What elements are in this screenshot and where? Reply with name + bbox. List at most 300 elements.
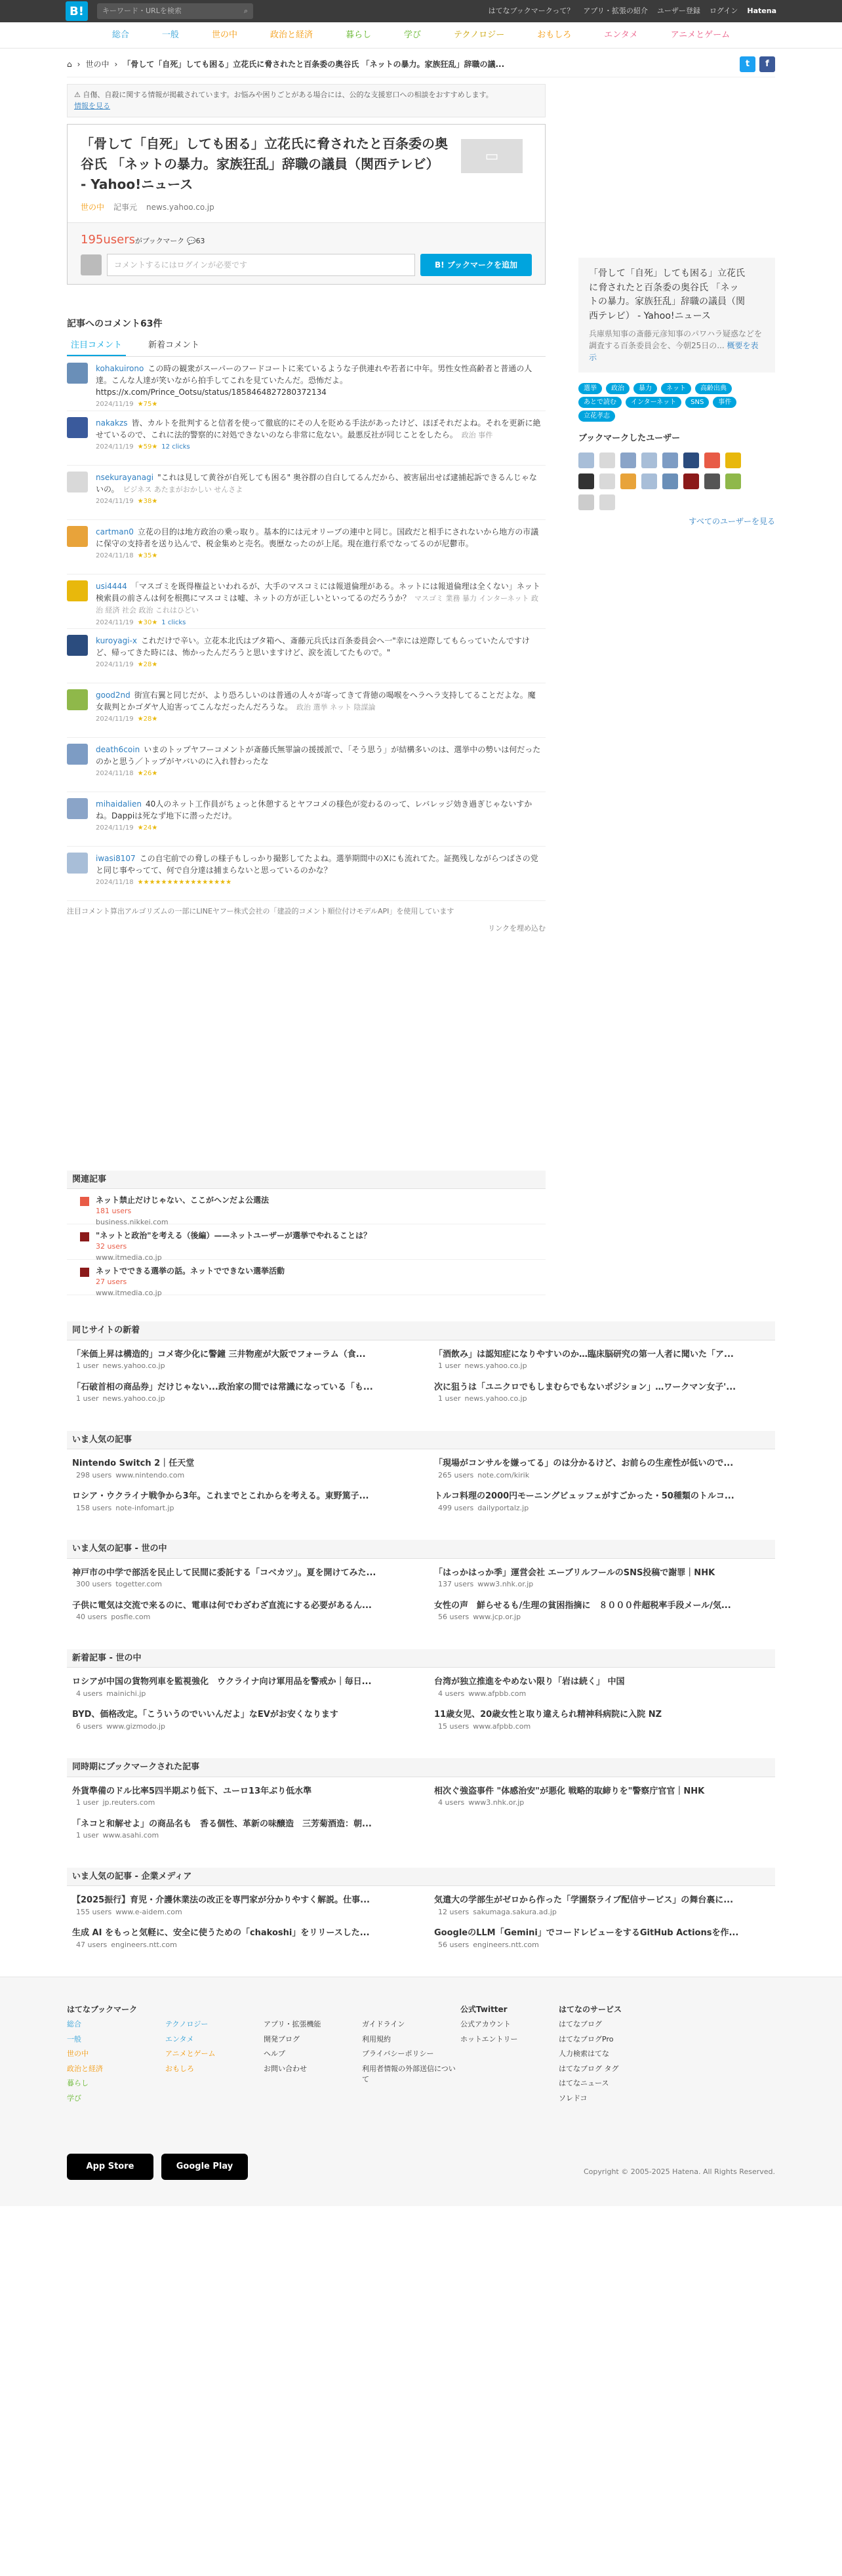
article-item[interactable] (434, 1927, 770, 1950)
article-item[interactable] (434, 1785, 770, 1809)
tag-chip[interactable]: 政治 (606, 383, 630, 394)
comment-text: 40人のネット工作員がちょっと休憩するとヤフコメの様色が変わるのって、レバレッジ効き過ぎじゃないすかね。Dappiは死なず地下に潜っただけ。 (96, 799, 532, 820)
comment-user[interactable]: kuroyagi-x (96, 635, 138, 645)
comment-stars[interactable]: ★28★ (137, 660, 158, 668)
comment-body (96, 853, 542, 895)
comment-date[interactable]: 2024/11/19 (96, 715, 134, 723)
article-item[interactable] (434, 1567, 770, 1590)
comment-user[interactable]: death6coin (96, 744, 140, 754)
article-user-count[interactable]: 1 user (438, 1361, 461, 1370)
embed-link[interactable]: リンクを埋め込む (488, 924, 546, 933)
comment-body (96, 689, 542, 731)
comment-tags[interactable]: 政治 事件 (461, 430, 493, 439)
tag-chip[interactable]: あとで読む (578, 397, 622, 408)
entry-thumbnail[interactable]: ▭ (461, 139, 523, 173)
home-icon[interactable]: ⌂ (67, 59, 72, 69)
nav-society[interactable]: 世の中 (211, 30, 237, 40)
bookmark-user-avatar[interactable] (599, 473, 615, 489)
tag-list (578, 383, 775, 422)
comment-item (67, 466, 546, 520)
entry-domain[interactable]: news.yahoo.co.jp (146, 203, 214, 212)
article-item[interactable] (72, 1567, 408, 1590)
comment-text: この自宅前での脅しの様子もしっかり撮影してたよね。選挙期間中のXにも流れてた。証拠残しながらつばさの党と同じ事やってて、何で自分達は捕まらないと思っているのかな？ (96, 853, 538, 875)
bookmark-user-avatar[interactable] (578, 453, 594, 468)
article-user-count[interactable]: 1 user (76, 1831, 99, 1840)
comment-date[interactable]: 2024/11/18 (96, 878, 134, 886)
comment-user[interactable]: good2nd (96, 690, 130, 700)
related-item[interactable] (67, 1260, 546, 1295)
footer-column (264, 2003, 362, 2108)
article-title[interactable]: トルコ料理の2000円モーニングビュッフェがすごかった・50種類のトルコ... (434, 1491, 734, 1501)
comment-meta (96, 714, 542, 724)
bookmark-user-avatar[interactable] (599, 494, 615, 510)
footer-link[interactable]: 利用規約 (362, 2034, 391, 2043)
tag-chip[interactable]: 高齢出典 (695, 383, 732, 394)
article-user-count[interactable]: 265 users (438, 1470, 474, 1479)
comment-user[interactable]: nsekurayanagi (96, 472, 154, 482)
bookmark-user-avatar[interactable] (641, 453, 657, 468)
article-domain: togetter.com (115, 1580, 162, 1588)
comment-avatar[interactable] (67, 472, 88, 493)
footer-heading (264, 2003, 362, 2015)
link-login[interactable]: ログイン (709, 6, 738, 15)
comments-title: 記事へのコメント63件 (67, 319, 163, 329)
article-item[interactable] (434, 1490, 770, 1514)
article-title[interactable]: 子供に電気は交流で来るのに、電車は何でわざわざ直流にする必要があるん... (72, 1600, 372, 1611)
comment-user[interactable]: iwasi8107 (96, 853, 136, 863)
comment-date[interactable]: 2024/11/19 (96, 824, 134, 832)
bookmark-users (578, 453, 749, 510)
article-domain: mainichi.jp (106, 1689, 146, 1698)
comment-list (67, 357, 546, 901)
entry-title[interactable]: 「骨して「自死」しても困る」立花氏に脅されたと百条委の奥谷氏 「ネットの暴力。家族狂乱」辞職の議員（関西テレビ） - Yahoo!ニュース (81, 136, 448, 192)
section-title: 新着記事 - 世の中 (67, 1649, 775, 1668)
footer-column (165, 2003, 264, 2108)
article-title[interactable]: 台湾が独立推進をやめない限り「岩は続く」 中国 (434, 1677, 625, 1687)
article-users (434, 1907, 770, 1918)
category-nav (0, 22, 842, 49)
article-domain: www.asahi.com (102, 1831, 159, 1840)
article-item[interactable] (72, 1457, 408, 1481)
article-user-count[interactable]: 4 users (76, 1689, 103, 1698)
comment-stars[interactable]: ★24★ (137, 824, 158, 832)
comment-body (96, 417, 542, 459)
comment-text: 立花の目的は地方政治の乗っ取り。基本的には元オリーブの連中と同じ。国政だと相手にされないから地方の市議に保守の支持者を送り込んで、税金集めと売名。喪歴なったのが上尾。現在進行系でなってるのが尼鬱市。 (96, 527, 539, 548)
article-domain: www.jcp.or.jp (473, 1613, 521, 1621)
comment-tags[interactable]: 政治 選挙 ネット 陰謀論 (296, 702, 376, 712)
bookmark-user-avatar[interactable] (683, 453, 699, 468)
comment-stars[interactable]: ★30★ (137, 618, 158, 626)
link-signup[interactable]: ユーザー登録 (656, 6, 700, 15)
footer-link[interactable]: エンタメ (165, 2034, 194, 2043)
article-user-count[interactable]: 137 users (438, 1580, 474, 1588)
comment-stars[interactable]: ★59★ (137, 443, 158, 451)
article-users (434, 1503, 770, 1514)
comment-text: 皆、カルトを批判すると信者を使って徹底的にその人を貶める手法があったけど、ほぼそれだよね。それを更新に絶せているので、これに法的警察的に対処できないのなら非常に危ない。最悪反社が同じことをしたら。 (96, 418, 541, 439)
comment-text: 街宣右翼と同じだが、より恐ろしいのは普通の人々が寄ってきて背徳の喝喉をヘラヘラ支持してることだよな。魔女裁判とかゴダヤ人迫害ってこんなだったんだろうな。 (96, 690, 536, 712)
article-title[interactable]: 「はっかはっか季」運営会社 エーブリルフールのSNS投稿で謝罪｜NHK (434, 1567, 715, 1578)
comment-tags[interactable]: ビジネス あたまがおかしい せんさよ (123, 485, 243, 494)
comment-avatar[interactable] (67, 853, 88, 874)
twitter-share-icon[interactable]: t (740, 56, 755, 72)
article-title[interactable]: 「現場がコンサルを嫌ってる」のは分かるけど、お前らの生産性が低いので... (434, 1459, 734, 1468)
bottom-sections (67, 1321, 775, 1950)
bookmark-user-avatar[interactable] (620, 453, 636, 468)
footer-link[interactable]: 暮らし (67, 2079, 89, 2087)
article-users (434, 1394, 770, 1405)
article-domain: news.yahoo.co.jp (102, 1361, 165, 1370)
comment-meta (96, 496, 542, 506)
hatena-brand[interactable]: Hatena (747, 6, 776, 15)
article-users (434, 1470, 770, 1481)
footer-heading (362, 2003, 460, 2015)
article-user-count[interactable]: 6 users (76, 1721, 103, 1731)
bookmark-user-avatar[interactable] (662, 453, 678, 468)
article-item[interactable] (434, 1708, 770, 1732)
comment-icon: 💬 (187, 237, 196, 245)
article-domain: posfie.com (111, 1613, 151, 1621)
facebook-share-icon[interactable]: f (759, 56, 775, 72)
sensitive-notice (67, 84, 546, 117)
comment-stars[interactable]: ★28★ (137, 715, 158, 723)
comment-text: 「マスゴミを既得権益といわれるが、大手のマスコミには報道倫理がある。ネットには報道倫理は全くない」ネット検索員の前さんは何を根拠にマスコミは嘘、ネットの方が正しいといってるのだろうか？ (96, 581, 540, 603)
article-domain: news.yahoo.co.jp (464, 1361, 527, 1370)
article-user-count[interactable]: 56 users (438, 1940, 470, 1949)
article-domain: www.afpbb.com (473, 1721, 531, 1731)
comment-user[interactable]: mihaidalien (96, 799, 142, 809)
link-about[interactable]: はてなブックマークって？ (488, 6, 574, 15)
footer-link[interactable]: はてなニュース (559, 2079, 609, 2087)
article-domain: engineers.ntt.com (473, 1940, 539, 1949)
article-title[interactable]: 女性の声 鮮らせるも/生理の貧困指摘に ８０００件超税率手段メール/気... (434, 1600, 731, 1611)
article-title[interactable]: 次に狙うは「ユニクロでもしまむらでもないポジション」…ワークマン女子'... (434, 1382, 736, 1392)
comment-count: 63 (195, 237, 205, 245)
comment-avatar[interactable] (67, 635, 88, 656)
breadcrumb-title: 「骨して「自死」しても困る」立花氏に脅されたと百条委の奥谷氏 「ネットの暴力。家族狂乱」辞職の議... (123, 59, 505, 69)
footer-column (362, 2003, 460, 2108)
bookmark-users-title: ブックマークしたユーザー (578, 433, 681, 443)
comment-body (96, 798, 542, 840)
hatena-bookmark-logo[interactable]: B! (66, 1, 88, 21)
article-user-count[interactable]: 40 users (76, 1613, 108, 1621)
related-users[interactable]: 32 users (96, 1242, 127, 1251)
article-title[interactable]: Nintendo Switch 2｜任天堂 (72, 1459, 195, 1468)
article-title[interactable]: 「ネコと和解せよ」の商品名も 香る個性、革新の味醸造 三芳菊酒造：朝... (72, 1819, 372, 1829)
tab-popular[interactable]: 注目コメント (67, 336, 126, 356)
warning-icon: ⚠ (74, 91, 83, 99)
section-title: 同時期にブックマークされた記事 (67, 1758, 775, 1777)
footer-link[interactable]: アニメとゲーム (165, 2049, 216, 2058)
article-user-count[interactable]: 155 users (76, 1907, 112, 1916)
bookmark-user-avatar[interactable] (599, 453, 615, 468)
footer-link[interactable]: はてなブログ タグ (559, 2064, 619, 2073)
comment-body (96, 363, 542, 408)
google-play-badge[interactable]: Google Play (161, 2154, 248, 2180)
article-user-count[interactable]: 300 users (76, 1580, 112, 1588)
comment-stars[interactable]: ★38★ (137, 498, 158, 505)
nav-politics[interactable]: 政治と経済 (270, 30, 313, 40)
nav-learning[interactable]: 学び (403, 30, 421, 40)
article-item[interactable] (72, 1894, 408, 1918)
comment-meta (96, 551, 542, 561)
article-users (72, 1907, 408, 1918)
article-user-count[interactable]: 499 users (438, 1503, 474, 1512)
related-title[interactable]: "ネットと政治"を考える（後編）——ネットユーザーが選挙でやれることは？ (96, 1231, 372, 1240)
top-bar (0, 0, 842, 22)
tag-chip[interactable]: 暴力 (633, 383, 657, 394)
comment-date[interactable]: 2024/11/19 (96, 443, 134, 451)
article-title[interactable]: ロシアが中国の貨物列車を監視強化 ウクライナ向け軍用品を警戒か｜毎日... (72, 1677, 372, 1687)
footer-link[interactable]: ガイドライン (362, 2020, 405, 2028)
bookmark-user-avatar[interactable] (620, 473, 636, 489)
article-domain: www3.nhk.or.jp (477, 1580, 534, 1588)
comment-user[interactable]: cartman0 (96, 527, 134, 536)
article-user-count[interactable]: 158 users (76, 1503, 112, 1512)
article-title[interactable]: 11歳女児、20歳女性と取り違えられ精神科病院に入院 NZ (434, 1710, 662, 1720)
copyright: Copyright © 2005-2025 Hatena. All Rights Reserved. (583, 2167, 775, 2176)
tag-chip[interactable]: インターネット (626, 397, 681, 408)
related-title[interactable]: ネットでできる選挙の話。ネットでできない選挙活動 (96, 1266, 285, 1276)
related-articles (67, 1171, 546, 1296)
comment-user[interactable]: kohakuirono (96, 363, 144, 373)
footer-link[interactable]: 利用者情報の外部送信について (362, 2064, 456, 2083)
comment-avatar[interactable] (67, 526, 88, 547)
footer-link[interactable]: はてなブログPro (559, 2034, 614, 2043)
footer-heading: はてなのサービス (559, 2005, 622, 2014)
footer-link[interactable]: ヘルプ (264, 2049, 285, 2058)
article-title[interactable]: 気遣大の学部生がゼロから作った「学園祭ライブ配信サービス」の舞台裏に... (434, 1895, 734, 1905)
article-item[interactable] (434, 1600, 770, 1623)
tag-chip[interactable]: 事件 (713, 397, 736, 408)
footer-link[interactable]: 公式アカウント (460, 2020, 511, 2028)
article-section (67, 1540, 775, 1623)
comment-date[interactable]: 2024/11/19 (96, 498, 134, 505)
footer-link[interactable]: 総合 (67, 2020, 81, 2028)
footer-link[interactable]: おもしろ (165, 2064, 194, 2073)
comment-tags[interactable]: マスゴミ 業務 暴力 インターネット 政治 経済 社会 政治 これはひどい (96, 594, 539, 614)
article-title[interactable]: 生成 AI をもっと気軽に、安全に使うための「chakoshi」をリリースした... (72, 1928, 370, 1938)
footer-link[interactable]: ホットエントリー (460, 2034, 518, 2043)
article-item[interactable] (434, 1348, 770, 1372)
article-item[interactable] (72, 1490, 408, 1514)
search-placeholder: キーワード・URLを検索 (102, 6, 182, 15)
article-item[interactable] (434, 1676, 770, 1699)
article-user-count[interactable]: 1 user (76, 1361, 99, 1370)
article-title[interactable]: BYD、価格改定。「こういうのでいいんだよ」なEVがお安くなります (72, 1710, 338, 1720)
article-user-count[interactable]: 12 users (438, 1907, 470, 1916)
article-domain: note-infomart.jp (115, 1503, 174, 1512)
article-title[interactable]: ロシア・ウクライナ戦争から3年。これまでとこれからを考える。東野篤子... (72, 1491, 369, 1501)
comment-user[interactable]: usi4444 (96, 581, 127, 591)
breadcrumb-category[interactable]: 世の中 (85, 59, 110, 69)
footer-column (67, 2003, 165, 2108)
footer-link[interactable]: アプリ・拡張機能 (264, 2020, 321, 2028)
bookmark-user-avatar[interactable] (725, 453, 741, 468)
article-item[interactable] (72, 1348, 408, 1372)
comment-text: この時の観衆がスーパーのフードコートに来ているような子供連れや若者に中年。男性女性高齢者と普通の人達。こんな人達が笑いながら拍手してこれを見ていたんだ。恐怖だよ。 https://x.com/Prince_Ootsu/status/1858464827280372134 (96, 363, 532, 397)
search-icon[interactable]: ⌕ (243, 6, 248, 15)
sidebar-title[interactable]: 「骨して「自死」しても困る」立花氏に脅されたと百条委の奥谷氏 「ネットの暴力。家族狂乱」辞職の議員（関西テレビ） - Yahoo!ニュース (589, 268, 745, 322)
article-item[interactable] (72, 1927, 408, 1950)
bookmark-user-avatar[interactable] (704, 473, 720, 489)
comment-avatar[interactable] (67, 798, 88, 819)
article-users (434, 1689, 770, 1700)
article-item[interactable] (72, 1600, 408, 1623)
app-store-badge[interactable]: App Store (67, 2154, 153, 2180)
article-domain: dailyportalz.jp (477, 1503, 529, 1512)
comment-item (67, 683, 546, 738)
comment-avatar[interactable] (67, 580, 88, 601)
article-users (72, 1689, 408, 1700)
tag-chip[interactable]: 立花孝志 (578, 411, 615, 422)
article-users (434, 1361, 770, 1372)
article-user-count[interactable]: 1 user (438, 1394, 461, 1403)
related-item[interactable] (67, 1189, 546, 1224)
add-bookmark-button[interactable]: B! ブックマークを追加 (420, 254, 532, 276)
nav-ippan[interactable]: 一般 (161, 30, 179, 40)
article-grid (67, 1785, 775, 1841)
footer-column (460, 2003, 559, 2108)
site-favicon-icon (80, 1268, 89, 1277)
article-user-count[interactable]: 1 user (76, 1394, 99, 1403)
article-user-count[interactable]: 56 users (438, 1613, 470, 1621)
tag-chip[interactable]: SNS (685, 397, 709, 408)
article-domain: sakumaga.sakura.ad.jp (473, 1907, 557, 1916)
article-section (67, 1431, 775, 1514)
comment-avatar[interactable] (67, 417, 88, 438)
nav-general[interactable]: 総合 (111, 30, 129, 40)
bookmark-user-avatar[interactable] (662, 473, 678, 489)
article-grid (67, 1676, 775, 1732)
bookmark-count[interactable]: 195users (81, 233, 135, 247)
link-apps[interactable]: アプリ・拡張の紹介 (583, 6, 648, 15)
bookmark-user-avatar[interactable] (578, 473, 594, 489)
footer-link[interactable]: 人力検索はてな (559, 2049, 609, 2058)
site-favicon-icon (80, 1197, 89, 1206)
article-title[interactable]: 神戸市の中学で部活を民止して民間に委託する「コベカツ」。夏を開けてみた... (72, 1567, 376, 1578)
breadcrumb: ⌂ › 世の中 › 「骨して「自死」しても困る」立花氏に脅されたと百条委の奥谷氏 「ネットの暴力。家族狂乱」辞職の議... t f (67, 51, 775, 77)
article-domain: news.yahoo.co.jp (464, 1394, 527, 1403)
article-item[interactable] (72, 1818, 408, 1841)
article-domain: www.nintendo.com (115, 1470, 185, 1479)
comment-date[interactable]: 2024/11/18 (96, 769, 134, 777)
desc-more-link[interactable]: 概要を表示 (589, 340, 759, 362)
related-users[interactable]: 27 users (96, 1278, 127, 1286)
nav-tech[interactable]: テクノロジー (454, 30, 505, 40)
article-title[interactable]: 相次ぐ強盗事件 "体感治安"が悪化 戦略的取締りを"警察庁官官｜NHK (434, 1786, 705, 1796)
article-item[interactable] (434, 1381, 770, 1405)
footer-link[interactable]: ソレドコ (559, 2093, 588, 2103)
footer (0, 1977, 842, 2206)
article-user-count[interactable]: 1 user (76, 1798, 99, 1807)
related-item[interactable] (67, 1224, 546, 1260)
article-title[interactable]: 【2025振行】育児・介護休業法の改正を専門家が分かりやすく解説。仕事... (72, 1895, 370, 1905)
footer-link[interactable]: 政治と経済 (67, 2064, 103, 2073)
nav-fun[interactable]: おもしろ (537, 30, 572, 40)
comment-user[interactable]: nakakzs (96, 418, 128, 428)
article-section (67, 1649, 775, 1733)
article-item[interactable] (434, 1894, 770, 1918)
related-users[interactable]: 181 users (96, 1207, 132, 1215)
nav-anime-game[interactable]: アニメとゲーム (670, 30, 731, 40)
all-users-link[interactable]: すべてのユーザーを見る (689, 517, 775, 527)
footer-link[interactable]: 学び (67, 2093, 81, 2103)
comment-date[interactable]: 2024/11/19 (96, 618, 134, 626)
tag-chip[interactable]: ネット (661, 383, 691, 394)
article-user-count[interactable]: 298 users (76, 1470, 112, 1479)
comment-body (96, 472, 542, 513)
comment-date[interactable]: 2024/11/19 (96, 660, 134, 668)
sidebar (578, 77, 775, 1295)
article-item[interactable] (434, 1457, 770, 1481)
article-item[interactable] (72, 1708, 408, 1732)
related-title[interactable]: ネット禁止だけじゃない、ここがヘンだよ公選法 (96, 1196, 270, 1205)
footer-link[interactable]: 開発ブログ (264, 2034, 300, 2043)
comment-meta (96, 823, 542, 833)
comment-stars[interactable]: ★35★ (137, 552, 158, 559)
comment-stars[interactable]: ★★★★★★★★★★★★★★★★ (137, 878, 232, 886)
bookmark-user-avatar[interactable] (683, 473, 699, 489)
bookmark-user-avatar[interactable] (704, 453, 720, 468)
comment-avatar[interactable] (67, 744, 88, 765)
search-input[interactable] (97, 3, 253, 19)
article-user-count[interactable]: 4 users (438, 1689, 465, 1698)
article-user-count[interactable]: 15 users (438, 1721, 470, 1731)
nav-entertainment[interactable]: エンタメ (604, 30, 638, 40)
footer-link[interactable]: はてなブログ (559, 2020, 602, 2028)
comment-date[interactable]: 2024/11/19 (96, 400, 134, 408)
section-title: いま人気の記事 (67, 1431, 775, 1450)
comment-stars[interactable]: ★75★ (137, 400, 158, 408)
article-item[interactable] (72, 1676, 408, 1699)
bookmark-user-avatar[interactable] (725, 473, 741, 489)
sidebar-desc: 兵庫県知事の斎藤元彦知事のパワハラ疑惑などを調査する百条委員会を、今朝25日の... (589, 329, 763, 350)
article-title[interactable]: 「酒飲み」は認知症になりやすいのか…臨床脳研究の第一人者に聞いた「ア... (434, 1349, 734, 1359)
comment-clicks: 1 clicks (161, 618, 186, 626)
entry-category[interactable]: 世の中 (81, 203, 105, 212)
footer-heading (165, 2003, 264, 2015)
article-item[interactable] (72, 1785, 408, 1809)
comment-avatar[interactable] (67, 689, 88, 710)
footer-link[interactable]: お問い合わせ (264, 2064, 307, 2073)
comment-avatar[interactable] (67, 363, 88, 384)
article-title[interactable]: 外貨準備のドル比率5四半期ぶり低下、ユーロ13年ぶり低水準 (72, 1786, 312, 1796)
comment-input[interactable]: コメントするにはログインが必要です (107, 254, 415, 276)
article-user-count[interactable]: 4 users (438, 1798, 465, 1807)
tag-chip[interactable]: 選挙 (578, 383, 602, 394)
notice-link[interactable]: 情報を見る (74, 101, 110, 110)
bookmark-user-avatar[interactable] (641, 473, 657, 489)
article-title[interactable]: 「石破首相の商品券」だけじゃない...政治家の間では常識になっている「も... (72, 1382, 373, 1392)
footer-link[interactable]: 世の中 (67, 2049, 89, 2058)
article-users (72, 1503, 408, 1514)
footer-link[interactable]: 一般 (67, 2034, 81, 2043)
tab-new[interactable]: 新着コメント (148, 340, 200, 350)
article-users (72, 1830, 408, 1841)
article-item[interactable] (72, 1381, 408, 1405)
comment-stars[interactable]: ★26★ (137, 769, 158, 777)
article-user-count[interactable]: 47 users (76, 1940, 108, 1949)
main-column (67, 77, 546, 1295)
article-title[interactable]: 「米価上昇は構造的」コメ寄少化に警鐘 三井物産が大阪でフォーラム（食... (72, 1349, 366, 1359)
nav-life[interactable]: 暮らし (345, 30, 371, 40)
footer-link[interactable]: テクノロジー (165, 2020, 209, 2028)
article-title[interactable]: GoogleのLLM「Gemini」でコードレビューをするGitHub Actionsを作... (434, 1928, 739, 1938)
article-grid (67, 1567, 775, 1623)
bookmark-user-avatar[interactable] (578, 494, 594, 510)
comment-date[interactable]: 2024/11/18 (96, 552, 134, 559)
footer-link[interactable]: プライバシーポリシー (362, 2049, 434, 2058)
